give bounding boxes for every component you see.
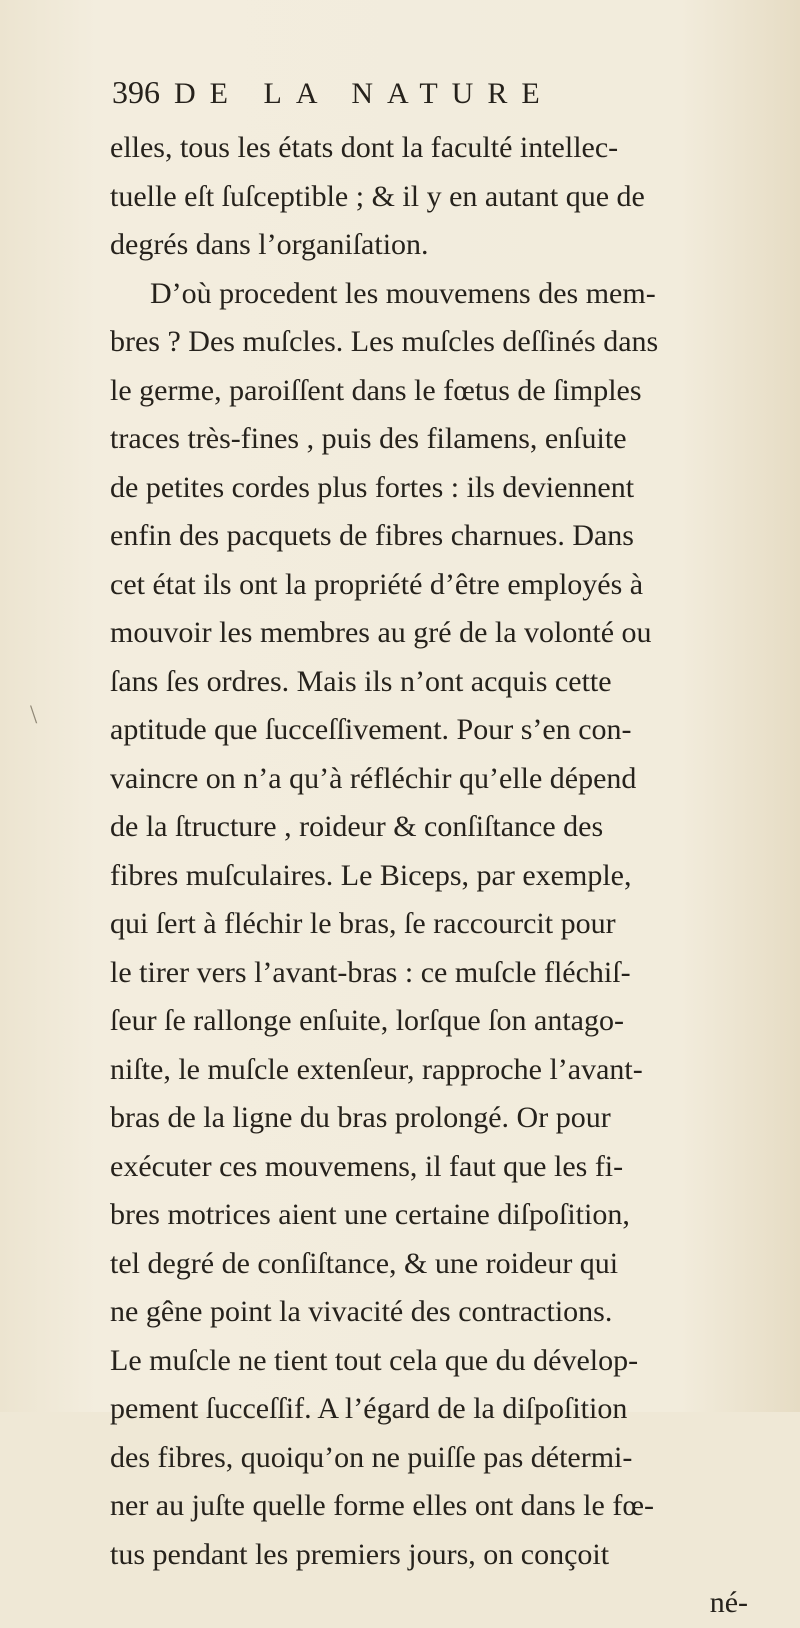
text-line: ner au juſte quelle forme elles ont dans le fœ- bbox=[110, 1489, 654, 1522]
catchword: né- bbox=[709, 1586, 748, 1619]
margin-mark: \ bbox=[30, 700, 38, 729]
text-line: elles, tous les états dont la faculté intellec- bbox=[110, 131, 619, 164]
text-line: Le muſcle ne tient tout cela que du dévelop- bbox=[110, 1343, 639, 1377]
text-line: traces très-fines , puis des filamens, enſuite bbox=[110, 422, 627, 455]
text-line: D’où procedent les mouvemens des mem- bbox=[150, 276, 656, 310]
page-header bbox=[112, 74, 692, 124]
text-line: ſeur ſe rallonge enſuite, lorſque ſon antago- bbox=[110, 1004, 624, 1037]
text-line: bras de la ligne du bras prolongé. Or pour bbox=[110, 1101, 611, 1134]
text-line: exécuter ces mouvemens, il faut que les fi- bbox=[110, 1149, 624, 1183]
text-line: le tirer vers l’avant-bras : ce muſcle fléchiſ- bbox=[110, 955, 631, 989]
text-line: fibres muſculaires. Le Biceps, par exemple, bbox=[110, 858, 632, 892]
text-line: cet état ils ont la propriété d’être employés à bbox=[110, 567, 644, 601]
text-line: qui ſert à fléchir le bras, ſe raccourcit pour bbox=[110, 907, 616, 940]
text-line: mouvoir les membres au gré de la volonté ou bbox=[110, 616, 652, 649]
text-line: de la ſtructure , roideur & conſiſtance des bbox=[110, 810, 604, 843]
text-line: pement ſucceſſif. A l’égard de la diſpoſition bbox=[110, 1392, 628, 1425]
text-line: bres motrices aient une certaine diſpoſition, bbox=[110, 1198, 630, 1231]
text-line: degrés dans l’organiſation. bbox=[110, 228, 429, 261]
text-line: le germe, paroiſſent dans le fœtus de ſimples bbox=[110, 373, 642, 407]
body-text bbox=[110, 124, 750, 1628]
running-title: DE LA NATURE bbox=[174, 77, 554, 110]
text-line: vaincre on n’a qu’à réfléchir qu’elle dépend bbox=[110, 761, 637, 795]
text-line: des fibres, quoiqu’on ne puiſſe pas détermi- bbox=[110, 1440, 633, 1474]
page-number: 396 bbox=[112, 74, 160, 110]
text-line: tuelle eſt ſuſceptible ; & il y en autant que de bbox=[110, 179, 645, 213]
text-line: tus pendant les premiers jours, on conçoit bbox=[110, 1537, 610, 1571]
text-line: bres ? Des muſcles. Les muſcles deſſinés dans bbox=[110, 325, 659, 358]
text-line: de petites cordes plus fortes : ils deviennent bbox=[110, 470, 635, 504]
text-line: niſte, le muſcle extenſeur, rapproche l’avant- bbox=[110, 1052, 643, 1086]
text-line: ne gêne point la vivacité des contractions. bbox=[110, 1295, 613, 1328]
text-line: aptitude que ſucceſſivement. Pour s’en con- bbox=[110, 713, 632, 746]
text-line: tel degré de conſiſtance, & une roideur qui bbox=[110, 1246, 619, 1280]
text-line: ſans ſes ordres. Mais ils n’ont acquis cette bbox=[110, 664, 612, 698]
text-line: enfin des pacquets de fibres charnues. Dans bbox=[110, 519, 634, 552]
